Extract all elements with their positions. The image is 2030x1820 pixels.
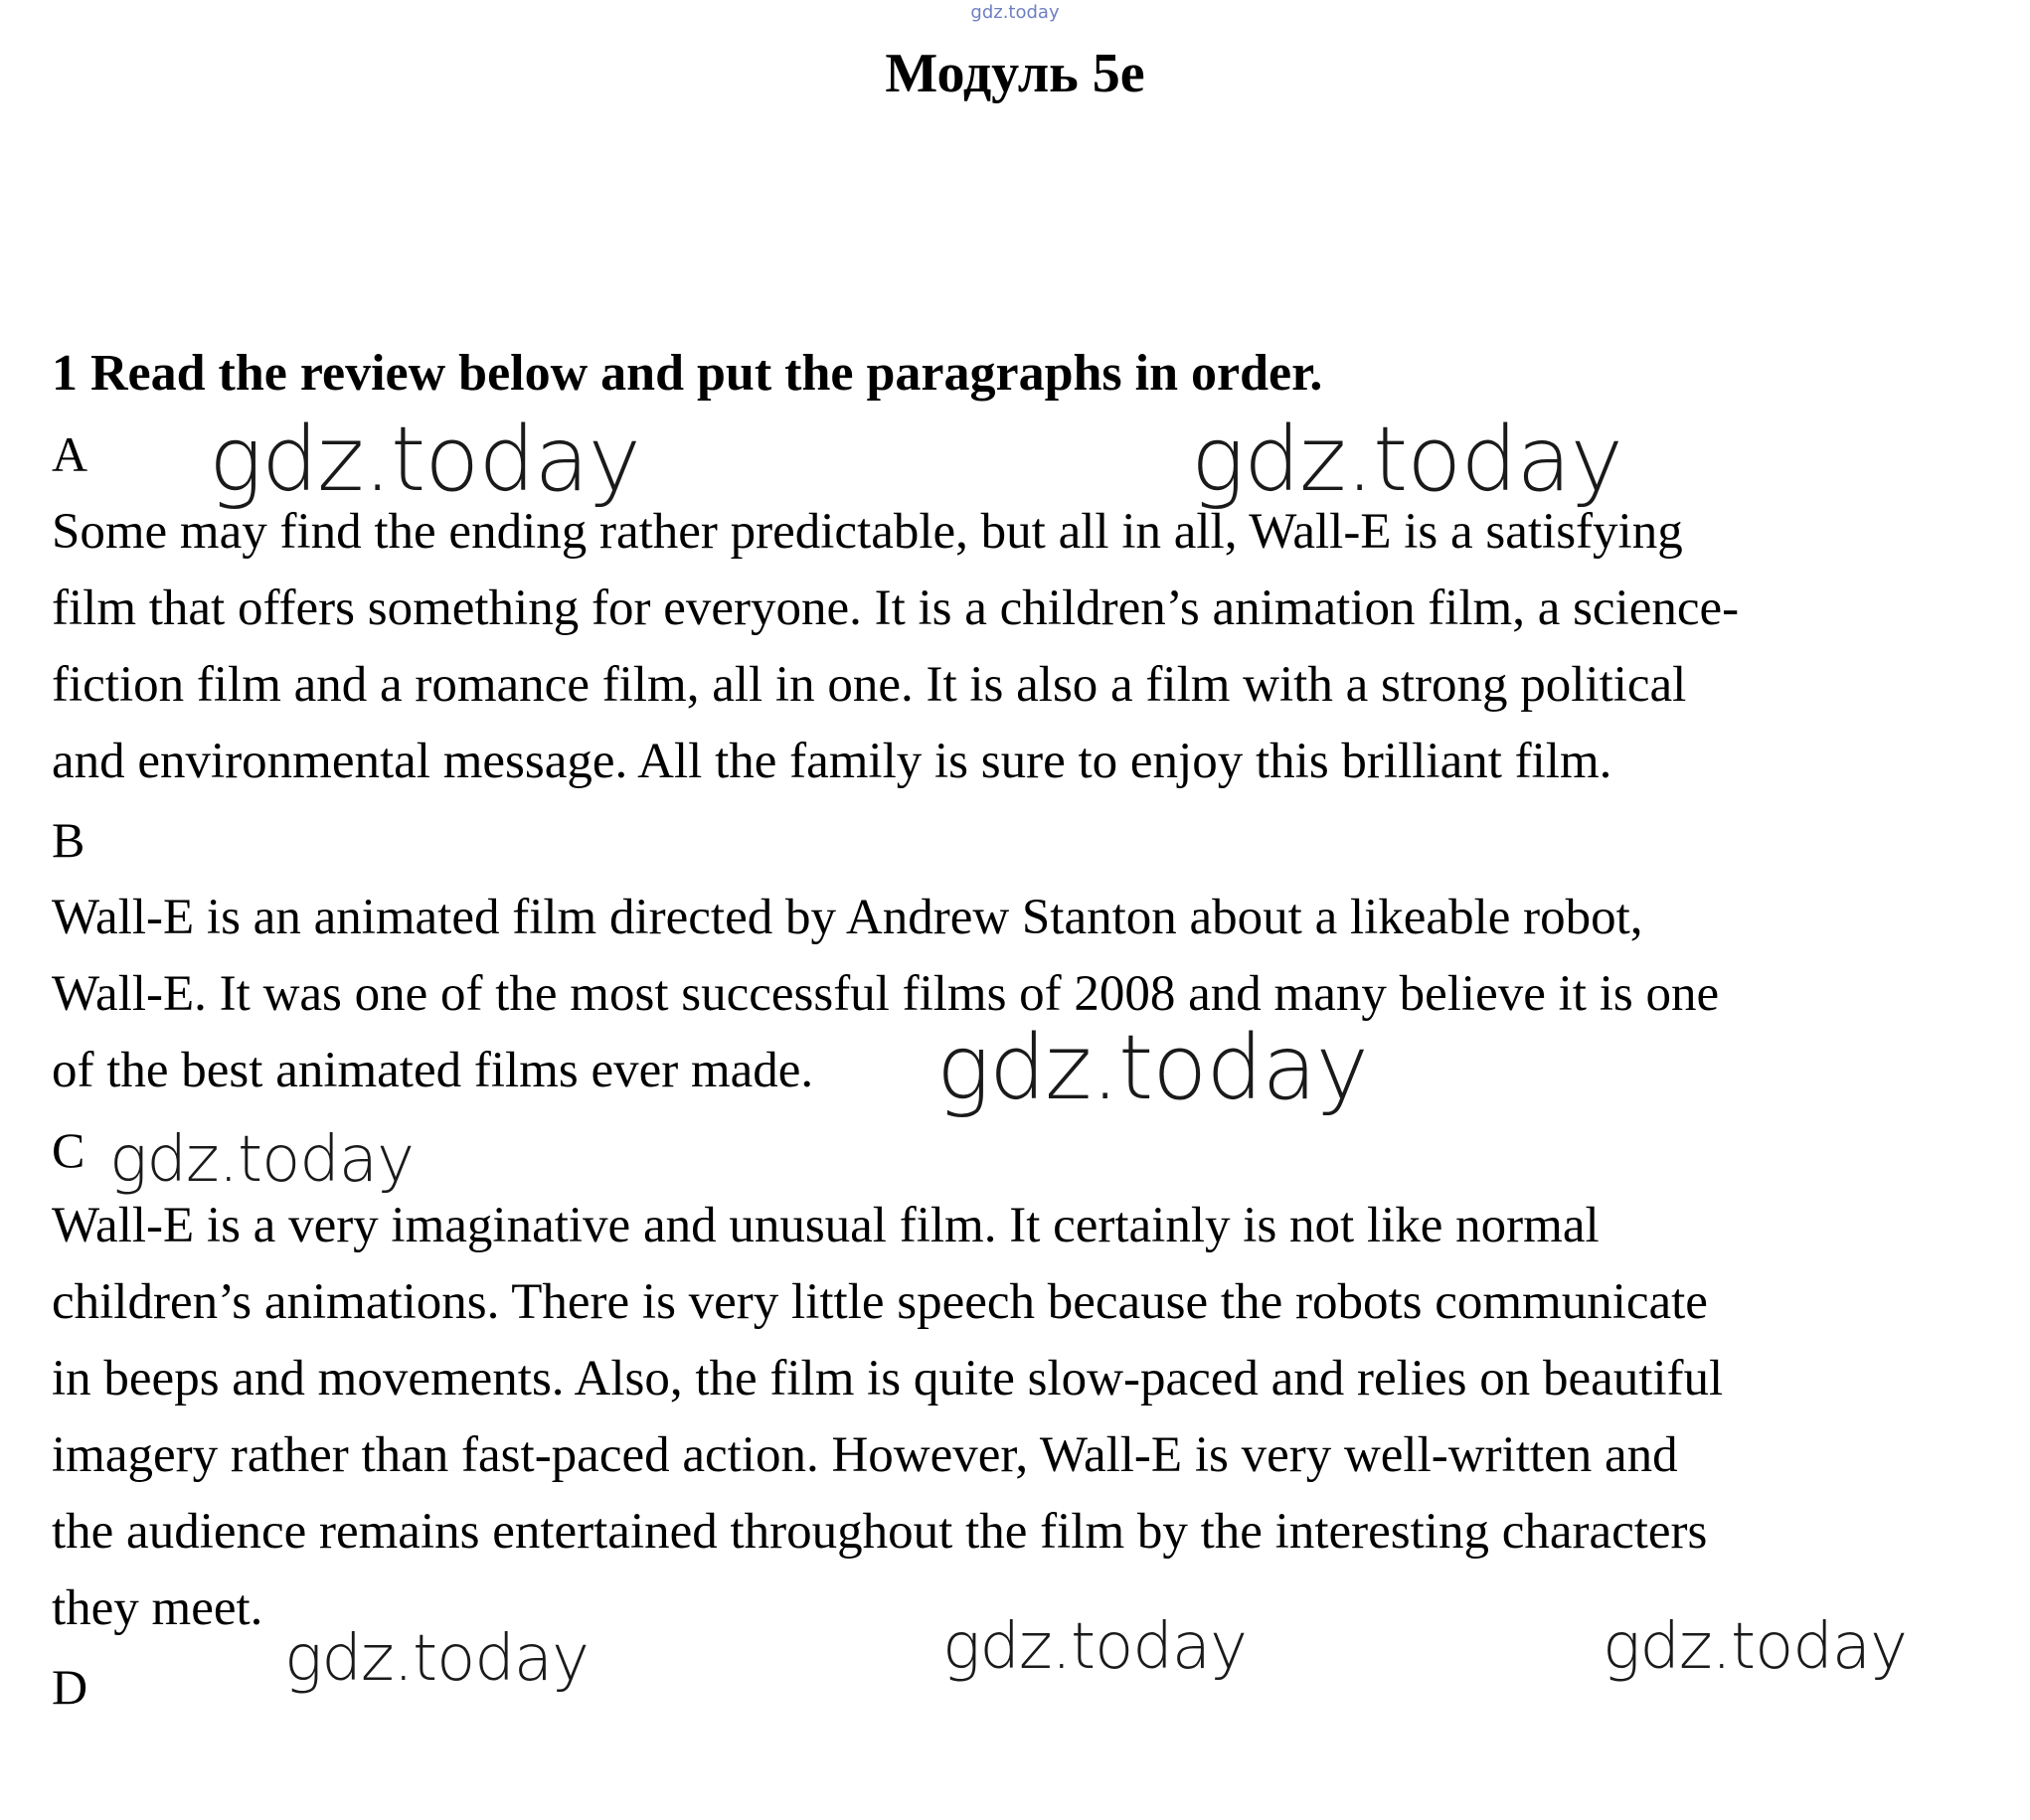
watermark: gdz.today (1191, 408, 1622, 512)
page-title: Модуль 5e (885, 43, 1145, 104)
paragraph-a (52, 494, 2000, 800)
task-heading: 1 Read the review below and put the paragraphs in order. (52, 345, 1323, 402)
paragraph-letter-a: A (52, 426, 88, 482)
paragraph-line: imagery rather than fast-paced action. However, Wall-E is very well-written and (52, 1427, 1678, 1483)
paragraph-line: children’s animations. There is very little speech because the robots communicate (52, 1274, 1708, 1330)
paragraph-line: of the best animated films ever made. (52, 1043, 814, 1098)
paragraph-c (52, 1188, 2000, 1647)
watermark: gdz.today (942, 1610, 1247, 1684)
paragraph-line: Wall-E is an animated film directed by Andrew Stanton about a likeable robot, (52, 890, 1643, 945)
paragraph-line: and environmental message. All the family is sure to enjoy this brilliant film. (52, 734, 1612, 789)
watermark: gdz.today (284, 1622, 589, 1696)
paragraph-line: in beeps and movements. Also, the film is quite slow-paced and relies on beautiful (52, 1351, 1724, 1406)
paragraph-line: Wall-E is a very imaginative and unusual film. It certainly is not like normal (52, 1198, 1600, 1253)
watermark: gdz.today (109, 1123, 414, 1197)
paragraph-line: Some may find the ending rather predictable, but all in all, Wall-E is a satisfying (52, 504, 1683, 560)
paragraph-line: the audience remains entertained throughout the film by the interesting characters (52, 1504, 1708, 1560)
watermark: gdz.today (1603, 1610, 1907, 1684)
paragraph-letter-c: C (52, 1122, 85, 1178)
paragraph-line: film that offers something for everyone. It is a children’s animation film, a science- (52, 580, 1740, 636)
paragraph-letter-b: B (52, 812, 85, 868)
paragraph-line: they meet. (52, 1580, 263, 1636)
paragraph-line: Wall-E. It was one of the most successful films of 2008 and many believe it is one (52, 966, 1720, 1022)
watermark-top: gdz.today (970, 2, 1060, 23)
paragraph-letter-d: D (52, 1659, 88, 1715)
watermark: gdz.today (209, 408, 640, 512)
watermark: gdz.today (936, 1016, 1368, 1120)
paragraph-line: fiction film and a romance film, all in one. It is also a film with a strong political (52, 657, 1687, 713)
